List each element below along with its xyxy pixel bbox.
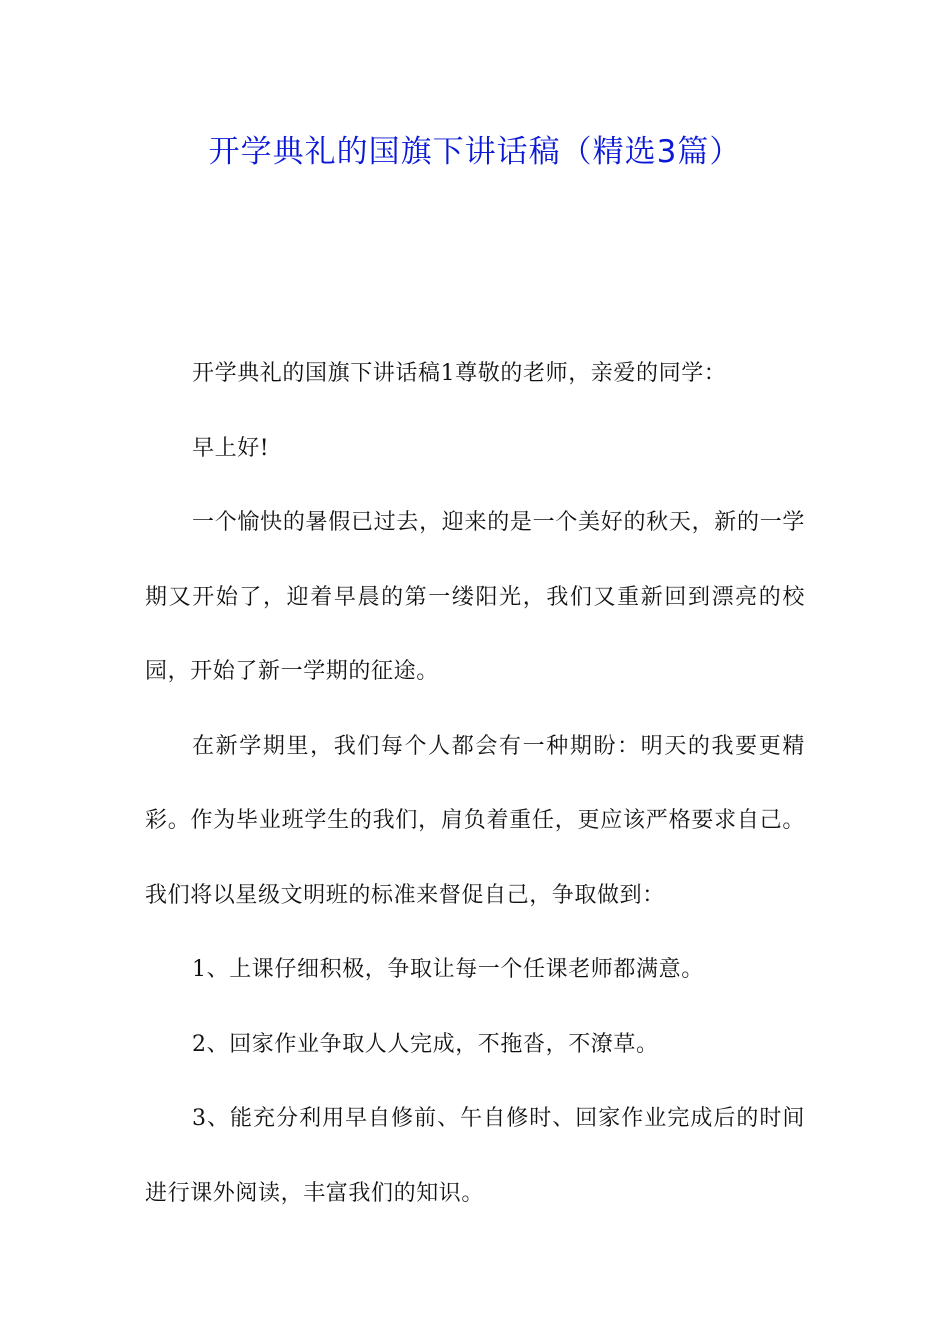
document-title: 开学典礼的国旗下讲话稿（精选3篇） bbox=[208, 134, 742, 170]
paragraph-good-morning: 早上好! bbox=[192, 435, 270, 461]
paragraph-item-3: 3、能充分利用早自修前、午自修时、回家作业完成后的时间进行课外阅读，丰富我们的知识。 bbox=[145, 1106, 805, 1206]
paragraph-new-semester: 在新学期里，我们每个人都会有一种期盼：明天的我要更精彩。作为毕业班学生的我们，肩负着重任，更应该严格要求自己。我们将以星级文明班的标准来督促自己，争取做到： bbox=[145, 733, 805, 908]
paragraph-item-2: 2、回家作业争取人人完成，不拖沓，不潦草。 bbox=[192, 1031, 659, 1057]
paragraph-summer-vacation: 一个愉快的暑假已过去，迎来的是一个美好的秋天，新的一学期又开始了，迎着早晨的第一缕阳光，我们又重新回到漂亮的校园，开始了新一学期的征途。 bbox=[145, 510, 805, 684]
document-body bbox=[145, 337, 805, 1231]
paragraph-heading-greeting: 开学典礼的国旗下讲话稿1尊敬的老师，亲爱的同学： bbox=[192, 361, 727, 386]
paragraph-item-1: 1、上课仔细积极，争取让每一个任课老师都满意。 bbox=[192, 957, 704, 982]
